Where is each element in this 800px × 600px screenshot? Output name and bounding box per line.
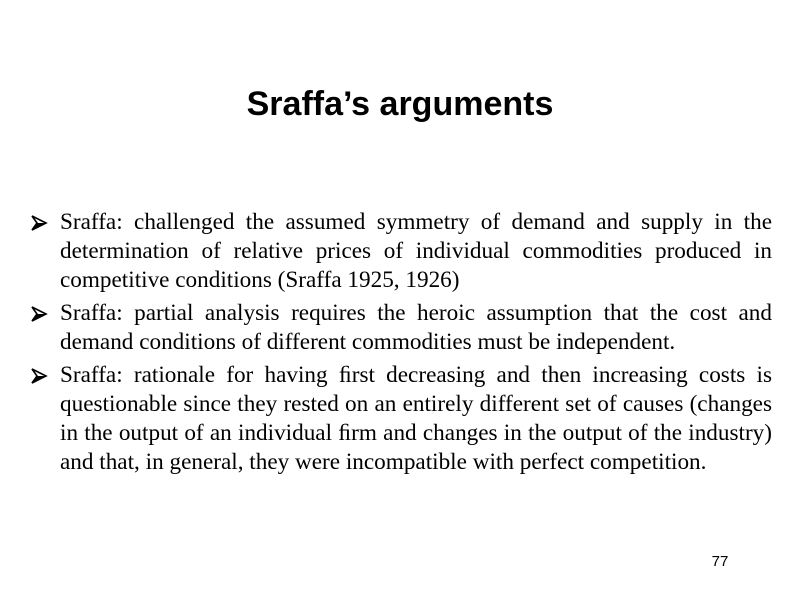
- bullet-text: Sraffa: partial analysis requires the heroic assumption that the cost and demand conditions of different commodities must be independent.: [60, 300, 772, 355]
- bullet-text: Sraffa: challenged the assumed symmetry of demand and supply in the determination of relative prices of individual commodities produced in competitive conditions (Sraffa 1925, 1926): [60, 209, 772, 293]
- bullet-item: [30, 361, 772, 477]
- bullet-item: [30, 208, 772, 295]
- arrowhead-bullet-icon: [30, 361, 54, 390]
- bullet-item: [30, 299, 772, 357]
- arrowhead-bullet-icon: [30, 299, 54, 328]
- slide-title: Sraffa’s arguments: [246, 85, 554, 123]
- arrowhead-bullet-icon: [30, 208, 54, 237]
- page-number: 77: [711, 553, 729, 570]
- bullet-list: [30, 208, 772, 481]
- bullet-text: Sraffa: rationale for having ﬁrst decreasing and then increasing costs is questionable since they rested on an entirely different set of causes (changes in the output of an individual ﬁrm and changes in the output of the industry) and that, in general, they were incompatible with perfect competition.: [60, 362, 772, 475]
